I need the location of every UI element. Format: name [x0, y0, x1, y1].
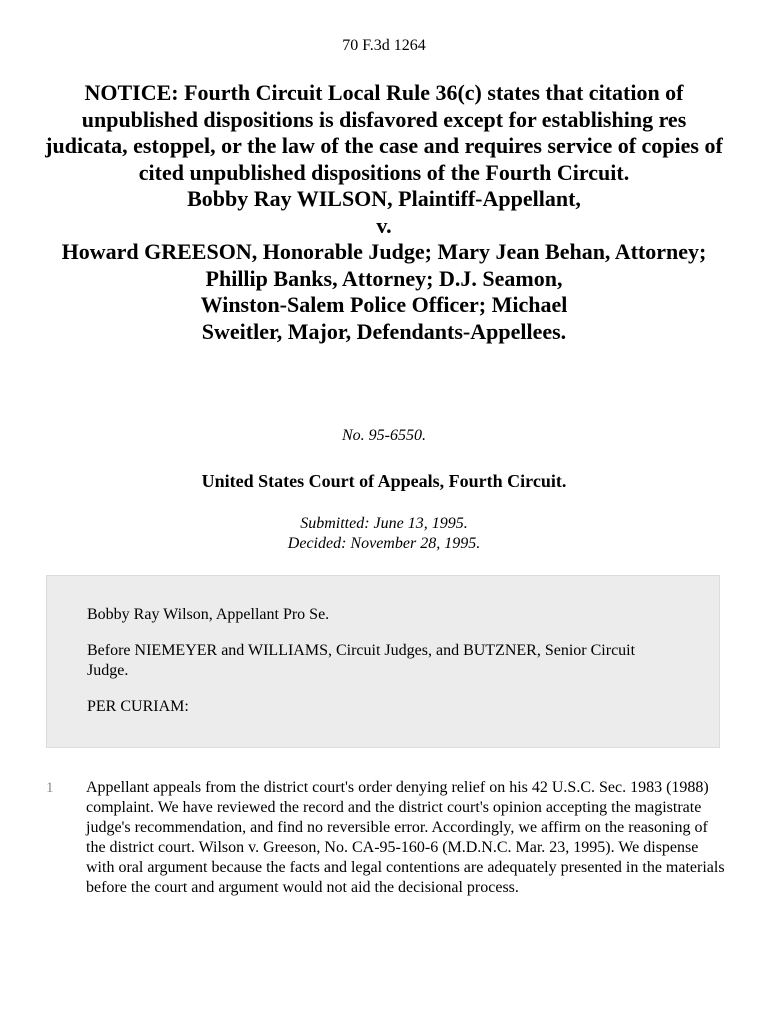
case-title [40, 80, 728, 345]
opinion-paragraph [46, 778, 726, 898]
per-curiam-line: PER CURIAM: [87, 698, 189, 715]
court-name: United States Court of Appeals, Fourth Circuit. [201, 471, 567, 491]
defendants-line-2: Phillip Banks, Attorney; D.J. Seamon, [205, 265, 563, 291]
versus-line: v. [376, 212, 392, 238]
defendants-line-3: Winston-Salem Police Officer; Michael [200, 292, 568, 317]
decided-date: Decided: November 28, 1995. [287, 535, 481, 552]
case-dates [0, 514, 768, 554]
paragraph-number: 1 [46, 780, 54, 796]
notice-text: NOTICE: Fourth Circuit Local Rule 36(c) states that citation of unpublished dispositions is disfavored except for establishing res judicata, estoppel, or the law of the case and requires service of copies of cited unpublished dispositions of the Fourth Circuit. [45, 80, 723, 185]
defendants-line-1: Howard GREESON, Honorable Judge; Mary Jean Behan, Attorney; [61, 239, 707, 264]
paragraph-text: Appellant appeals from the district court's order denying relief on his 42 U.S.C. Sec. 1983 (1988) complaint. We have reviewed the record and the district court's opinion accepting the magistrate judge's recommendation, and find no reversible error. Accordingly, we affirm on the reasoning of the district court. Wilson v. Greeson, No. CA-95-160-6 (M.D.N.C. Mar. 23, 1995). We dispense with oral argument because the facts and legal contentions are adequately presented in the materials before the court and argument would not aid the decisional process. [86, 779, 725, 896]
defendants-line-4: Sweitler, Major, Defendants-Appellees. [201, 318, 567, 344]
counsel-line: Bobby Ray Wilson, Appellant Pro Se. [87, 606, 330, 623]
plaintiff-line: Bobby Ray WILSON, Plaintiff-Appellant, [187, 186, 581, 211]
docket-number: No. 95-6550. [342, 427, 426, 444]
case-info-box [46, 575, 720, 748]
submitted-date: Submitted: June 13, 1995. [300, 515, 468, 532]
panel-line: Before NIEMEYER and WILLIAMS, Circuit Judges, and BUTZNER, Senior Circuit Judge. [87, 642, 636, 679]
case-citation: 70 F.3d 1264 [342, 37, 426, 54]
